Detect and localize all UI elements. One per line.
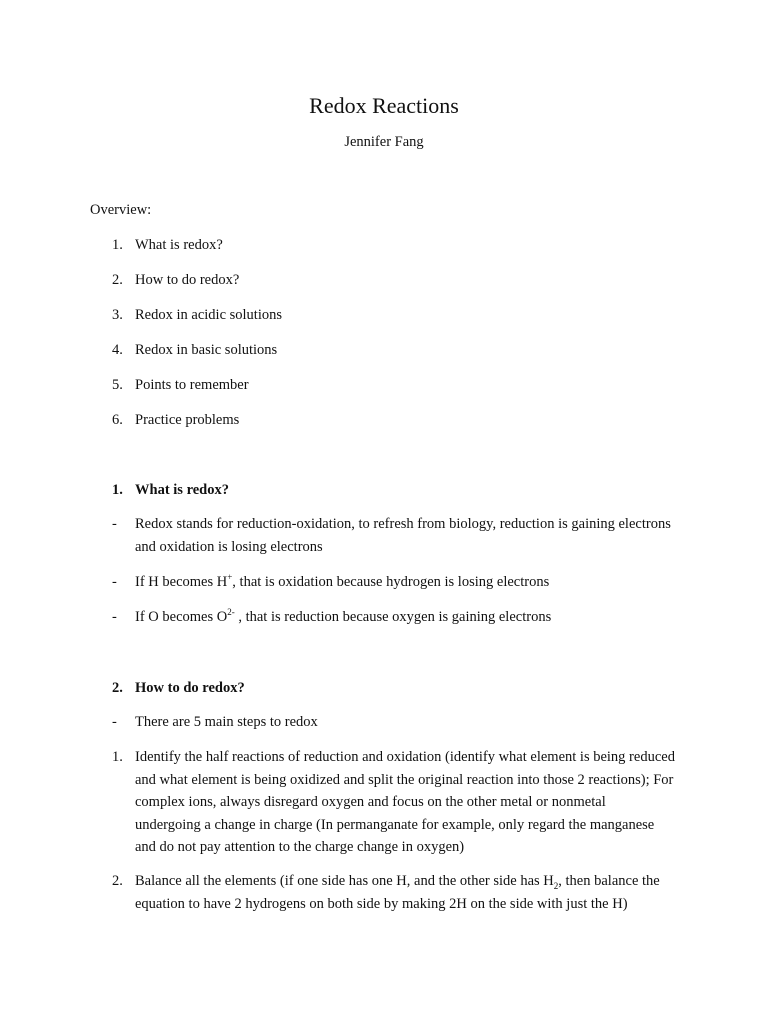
bullet-dash: - [112, 516, 117, 532]
bullet-text: If O becomes $O^{2-}$ , that is reduction because oxygen is gaining electrons [135, 607, 552, 625]
step-text: Identify the half reactions of reduction and oxidation (identify what element is being reduced and what element is being oxidized and split the original reaction into those 2 reactions); For complex ions, always disregard oxygen and focus on the other metal or nonmetal undergoing a change in charge (In permanganate for example, only regard the manganese and do not pay attention to the charge change in oxygen) [135, 749, 675, 855]
step-number: 1. [112, 749, 123, 765]
overview-label: Overview: [90, 202, 152, 218]
overview-item-text: Points to remember [135, 377, 249, 393]
bullet-text: If H becomes H+, that is oxidation because hydrogen is losing electrons [135, 572, 550, 590]
overview-item-number: 2. [112, 272, 123, 288]
overview-item-number: 6. [112, 412, 123, 428]
section2-heading: How to do redox? [135, 680, 245, 696]
document-author: Jennifer Fang [344, 134, 424, 150]
overview-item-text: How to do redox? [135, 272, 240, 288]
section1-heading: What is redox? [135, 482, 229, 498]
section1-number: 1. [112, 482, 123, 498]
bullet-dash: - [112, 574, 117, 590]
overview-item-text: Redox in acidic solutions [135, 307, 282, 323]
overview-item-number: 3. [112, 307, 123, 323]
bullet-text: There are 5 main steps to redox [135, 714, 318, 730]
overview-item-text: Redox in basic solutions [135, 342, 278, 358]
overview-item-number: 4. [112, 342, 123, 358]
subscript: 2 [553, 880, 559, 891]
section2-number: 2. [112, 680, 123, 696]
overview-item-text: What is redox? [135, 237, 223, 253]
bullet-text: Redox stands for reduction-oxidation, to refresh from biology, reduction is gaining electrons and oxidation is losing electrons [135, 516, 671, 555]
step-number: 2. [112, 873, 123, 889]
overview-item-text: Practice problems [135, 412, 240, 428]
bullet-dash: - [112, 714, 117, 730]
charge-superscript: 2- [227, 607, 235, 618]
overview-item-number: 1. [112, 237, 123, 253]
bullet-dash: - [112, 609, 117, 625]
overview-item-number: 5. [112, 377, 123, 393]
step-text: Balance all the elements (if one side has one H, and the other side has $H_2$, then balance the equation to have 2 hydrogens on both side by making 2H on the side with just the H) [135, 873, 660, 912]
document-title: Redox Reactions [309, 93, 459, 118]
charge-superscript: + [227, 572, 233, 583]
